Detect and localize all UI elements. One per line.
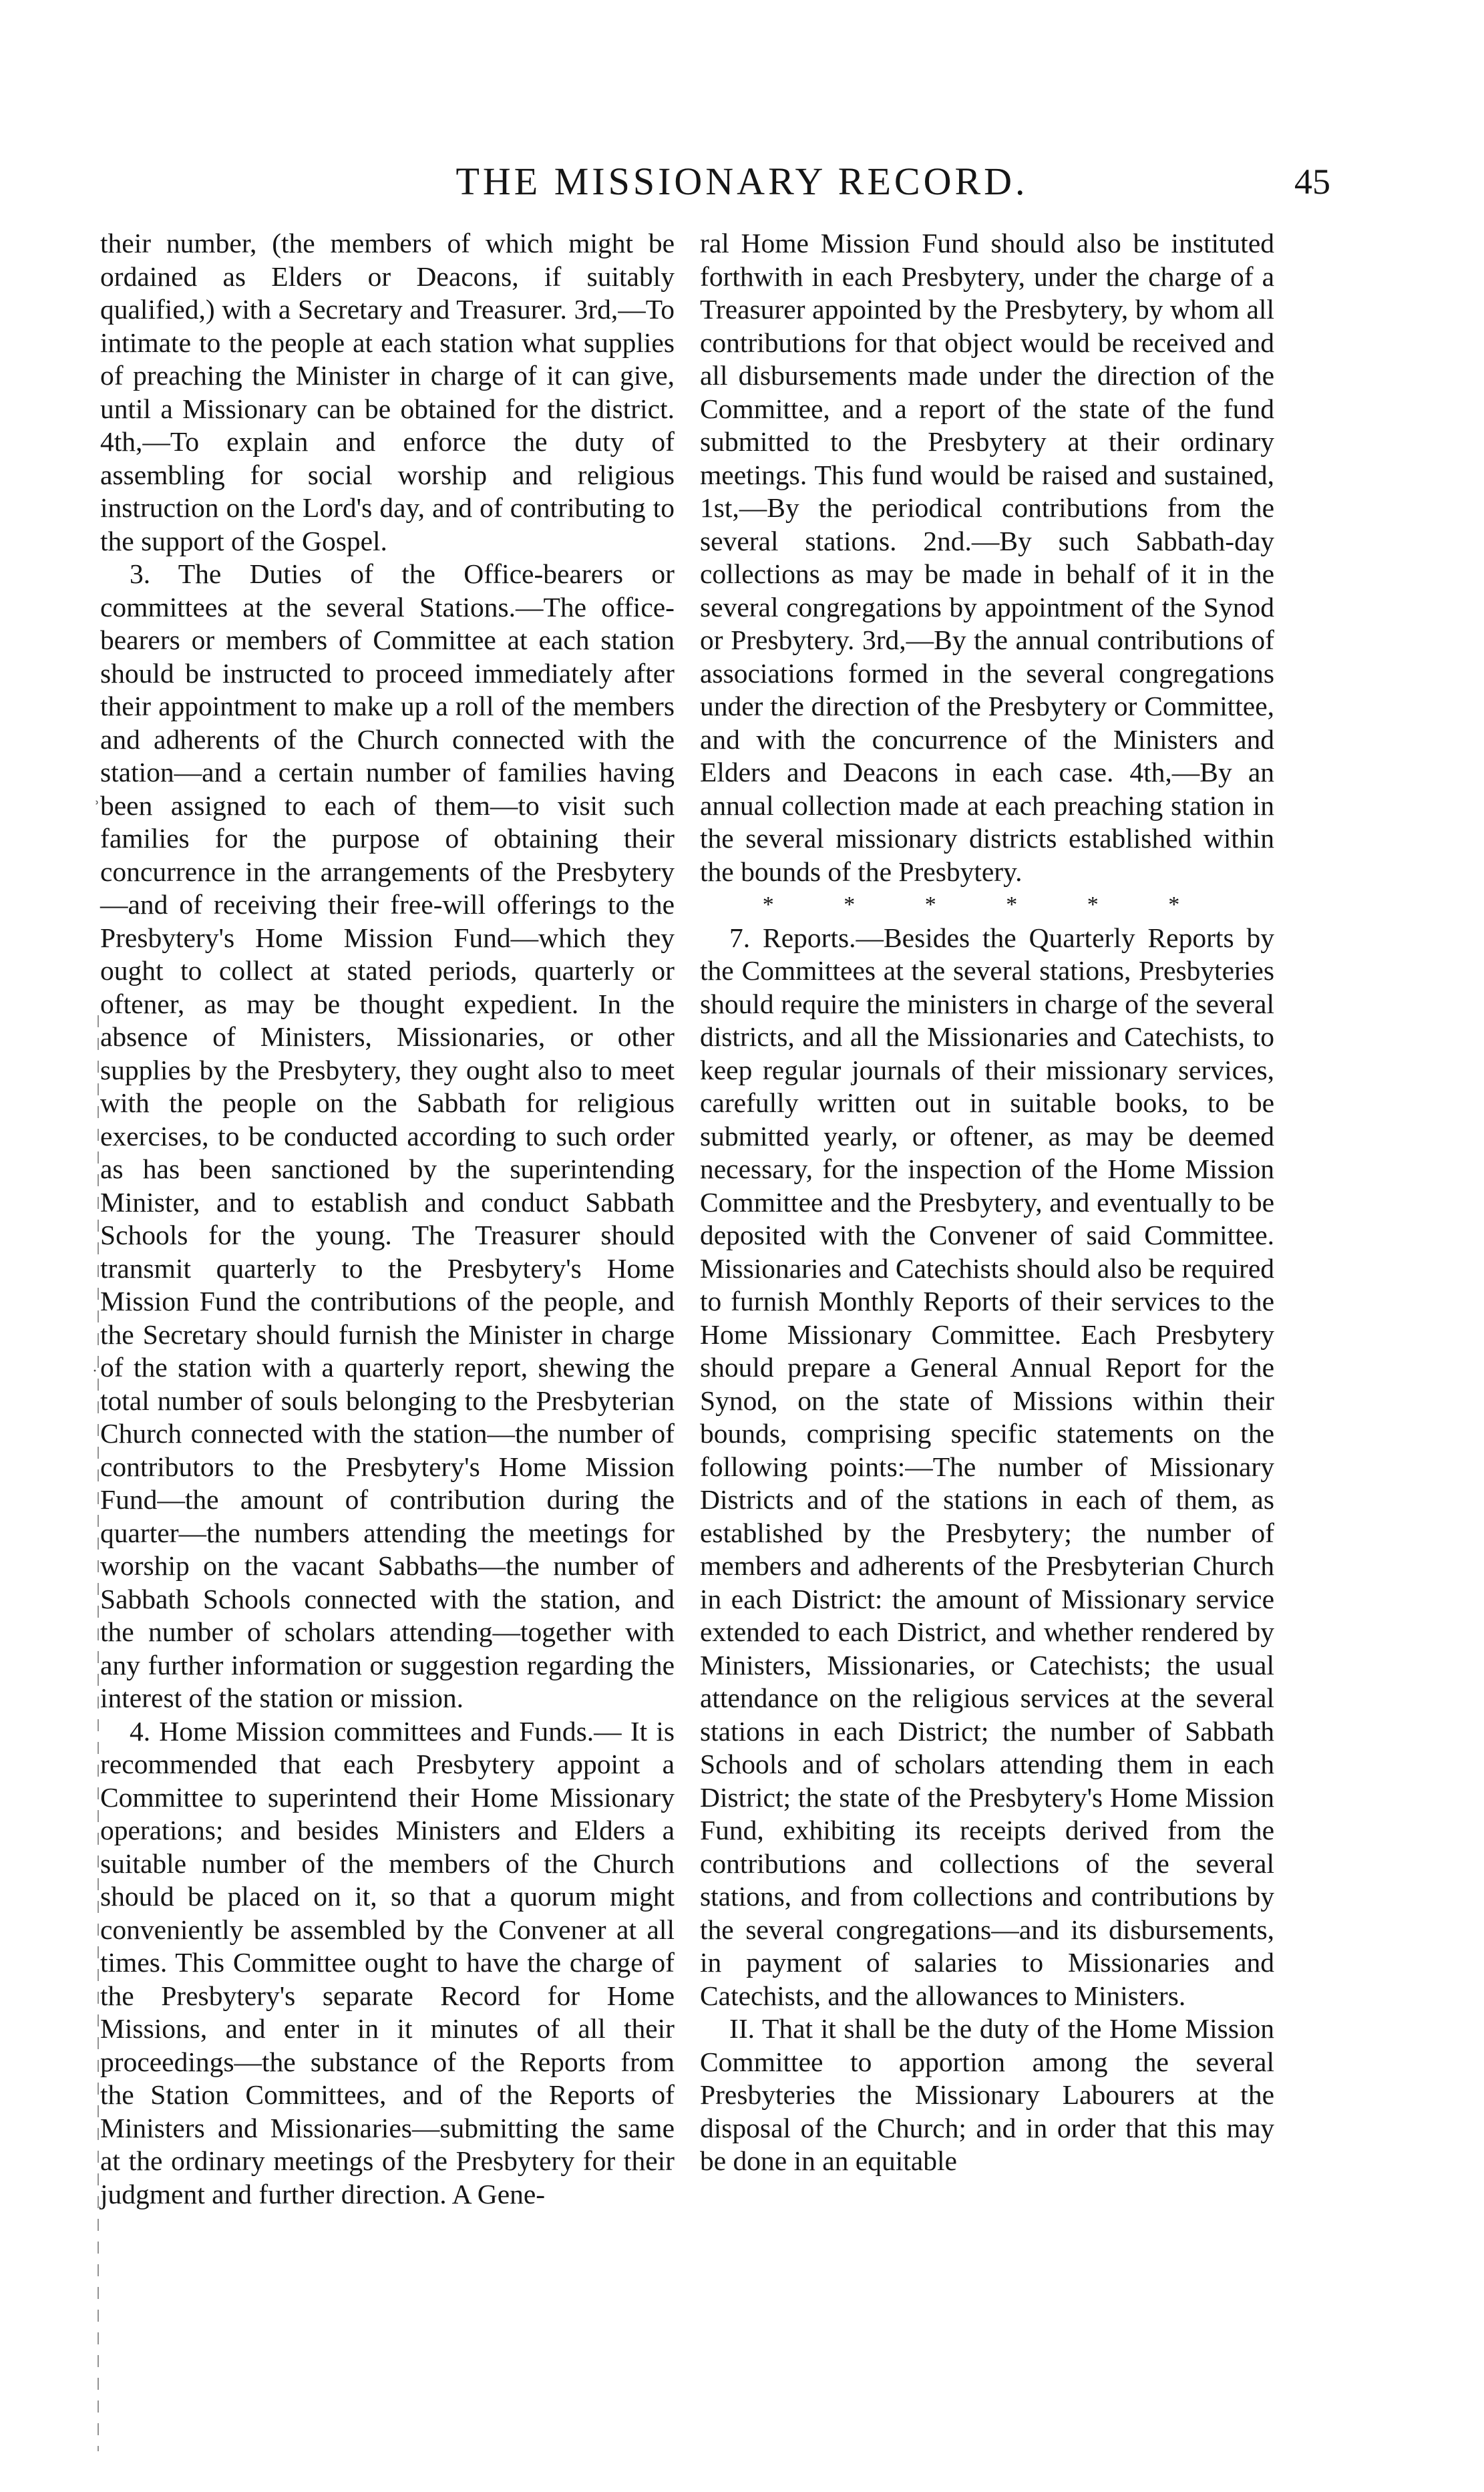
paragraph: their number, (the members of which might be ordained as Elders or Deacons, if suitably qualified,) with a Secretary and Treasurer. 3rd,—To intimate to the people at each station what supplies of preaching the Minister in charge of it can give, until a Missionary can be obtained for the district. 4th,—To explain and enforce the duty of assembling for social worship and religious instruction on the Lord's day, and of contributing to the support of the Gospel. xyxy=(100,228,675,556)
paragraph-reports: 7. Reports.—Besides the Quarterly Reports by the Committees at the several stations, Presbyteries should require the ministers in charge of the several districts, and all the Missionaries and Catechists, to keep regular journals of their missionary services, carefully written out in suitable books, to be submitted yearly, or oftener, as may be deemed necessary, for the inspection of the Home Mission Committee and the Presbytery, and eventually to be deposited with the Convener of said Committee. Missionaries and Catechists should also be required to furnish Monthly Reports of their services to the Home Missionary Committee. Each Presbytery should prepare a General Annual Report for the Synod, on the state of Missions within their bounds, comprising specific statements on the following points:—The number of Missionary Districts and of the stations in each of them, as established by the Presbytery; the number of members and adherents of the Presbyterian Church in each District: the amount of Missionary service extended to each District, and whether rendered by Ministers, Missionaries, or Catechists; the usual attendance on the religious services at the several stations in each District; the number of Sabbath Schools and of scholars attending them in each District; the state of the Presbytery's Home Mission Fund, exhibiting its receipts derived from the contributions and collections of the several stations, and from collections and contributions by the several congregations—and its disbursements, in payment of salaries to Missionaries and Catechists, and the allowances to Ministers. xyxy=(700,922,1274,2011)
page-number: 45 xyxy=(1294,162,1330,202)
margin-mark: · xyxy=(92,1363,98,1380)
right-column xyxy=(700,227,1274,2178)
running-title: THE MISSIONARY RECORD. xyxy=(455,160,1029,203)
left-column xyxy=(100,227,675,2211)
paragraph-duty-of-committee: II. That it shall be the duty of the Home Mission Committee to apportion among the several Presbyteries the Missionary Labourers at the disposal of the Church; and in order that this may be done in an equitable xyxy=(700,2013,1274,2176)
paragraph-office-bearers: 3. The Duties of the Office-bearers or committees at the several Stations.—The office-bearers or members of Committee at each station should be instructed to proceed immediately after their appointment to make up a roll of the members and adherents of the Church connected with the station—and a certain number of families having been assigned to each of them—to visit such families for the purpose of obtaining their concurrence in the arrangements of the Presbytery—and of receiving their free-will offerings to the Presbytery's Home Mission Fund—which they ought to collect at stated periods, quarterly or oftener, as may be thought expedient. In the absence of Ministers, Missionaries, or other supplies by the Presbytery, they ought also to meet with the people on the Sabbath for religious exercises, to be conducted according to such order as has been sanctioned by the superintending Minister, and to establish and conduct Sabbath Schools for the young. The Treasurer should transmit quarterly to the Presbytery's Home Mission Fund the contributions of the people, and the Secretary should furnish the Minister in charge of the station with a quarterly report, shewing the total number of souls belonging to the Presbyterian Church connected with the station—the number of contributors to the Presbytery's Home Mission Fund—the amount of contribution during the quarter—the numbers attending the meetings for worship on the vacant Sabbaths—the number of Sabbath Schools connected with the station, and the number of scholars attending—together with any further information or suggestion regarding the interest of the station or mission. xyxy=(100,558,675,1713)
page-header xyxy=(94,155,1390,215)
binding-edge-marks xyxy=(98,1015,99,2451)
section-break-asterisks: * * * * * * xyxy=(762,892,1212,917)
margin-mark: ˒ xyxy=(94,788,100,810)
paragraph-general-fund: ral Home Mission Fund should also be instituted forthwith in each Presbytery, under the charge of a Treasurer appointed by the Presbytery, by whom all contributions for that object would be received and all disbursements made under the direction of the Committee, and a report of the state of the fund submitted to the Presbytery at their ordinary meetings. This fund would be raised and sustained, 1st,—By the periodical contributions from the several stations. 2nd.—By such Sabbath-day collections as may be made in behalf of it in the several congregations by appointment of the Synod or Presbytery. 3rd,—By the annual contributions of associations formed in the several congregations under the direction of the Presbytery or Committee, and with the concurrence of the Ministers and Elders and Deacons in each case. 4th,—By an annual collection made at each preaching station in the several missionary districts established within the bounds of the Presbytery. xyxy=(700,228,1274,887)
paragraph-home-mission-committees: 4. Home Mission committees and Funds.— It is recommended that each Presbytery appoint a Committee to superintend their Home Missionary operations; and besides Ministers and Elders a suitable number of the members of the Church should be placed on it, so that a quorum might conveniently be assembled by the Convener at all times. This Committee ought to have the charge of the Presbytery's separate Record for Home Missions, and enter in it minutes of all their proceedings—the substance of the Reports from the Station Committees, and of the Reports of Ministers and Missionaries—submitting the same at the ordinary meetings of the Presbytery for their judgment and further direction. A Gene- xyxy=(100,1715,675,2209)
